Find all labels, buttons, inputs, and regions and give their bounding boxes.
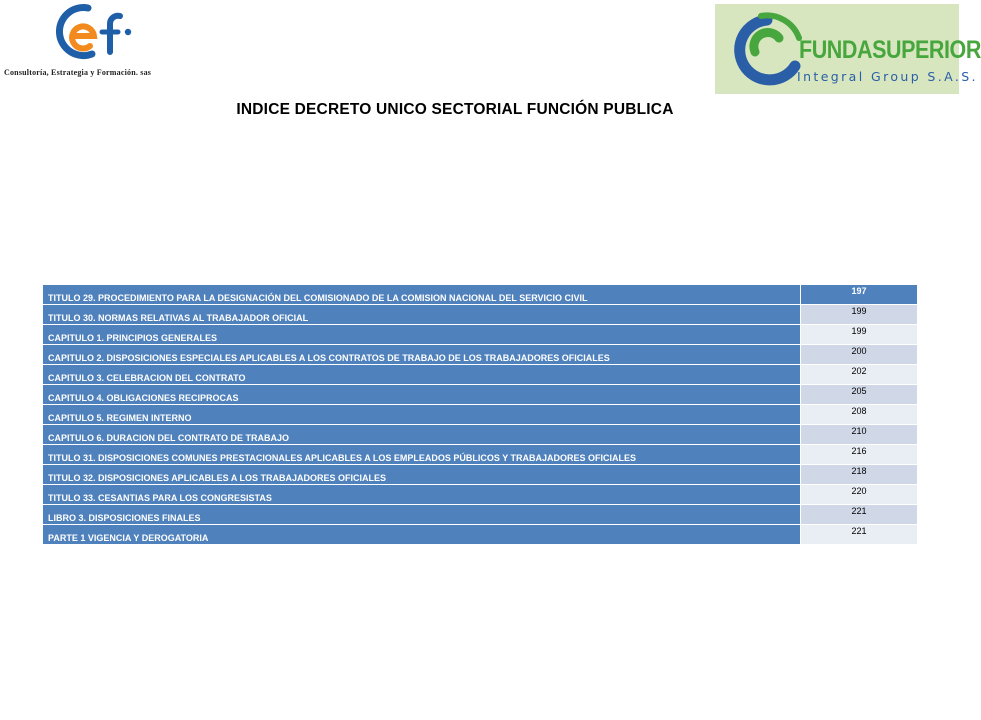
index-row-label: CAPITULO 3. CELEBRACION DEL CONTRATO [43,365,801,385]
index-row-label: CAPITULO 4. OBLIGACIONES RECIPROCAS [43,385,801,405]
index-row-page: 221 [801,525,918,545]
index-row-page: 200 [801,345,918,365]
index-row-label: TITULO 32. DISPOSICIONES APLICABLES A LOS TRABAJADORES OFICIALES [43,465,801,485]
index-row-page: 199 [801,305,918,325]
index-row [43,525,918,545]
index-row [43,485,918,505]
index-row-label: CAPITULO 2. DISPOSICIONES ESPECIALES APLICABLES A LOS CONTRATOS DE TRABAJO DE LOS TRABAJADORES OFICIALES [43,345,801,365]
index-row-page: 208 [801,405,918,425]
index-row [43,385,918,405]
index-row-label: CAPITULO 6. DURACION DEL CONTRATO DE TRABAJO [43,425,801,445]
page-title [0,101,910,119]
fundasuperior-subtitle: Integral Group S.A.S. [797,69,978,84]
index-row-page: 205 [801,385,918,405]
index-row-page: 218 [801,465,918,485]
cef-logo-caption: Consultoría, Estrategia y Formación. sas [4,68,152,77]
index-row [43,285,918,305]
index-row [43,305,918,325]
index-row-label: CAPITULO 1. PRINCIPIOS GENERALES [43,325,801,345]
index-table-body [43,285,918,545]
index-row-page: 216 [801,445,918,465]
page-title-text: INDICE DECRETO UNICO SECTORIAL FUNCIÓN PUBLICA [236,101,674,118]
cef-logo [0,2,180,82]
index-row [43,465,918,485]
index-row [43,505,918,525]
index-row-page: 199 [801,325,918,345]
index-row-page: 202 [801,365,918,385]
index-row-label: TITULO 33. CESANTIAS PARA LOS CONGRESISTAS [43,485,801,505]
index-row-label: PARTE 1 VIGENCIA Y DEROGATORIA [43,525,801,545]
fundasuperior-name: FUNDASUPERIOR [799,36,981,64]
index-row-page: 210 [801,425,918,445]
index-row-page: 197 [801,285,918,305]
index-row-label: TITULO 31. DISPOSICIONES COMUNES PRESTACIONALES APLICABLES A LOS EMPLEADOS PÚBLICOS Y TRABAJADORES OFICIALES [43,445,801,465]
index-row-label: TITULO 30. NORMAS RELATIVAS AL TRABAJADOR OFICIAL [43,305,801,325]
index-row [43,405,918,425]
index-row-label: TITULO 29. PROCEDIMIENTO PARA LA DESIGNACIÓN DEL COMISIONADO DE LA COMISION NACIONAL DEL SERVICIO CIVIL [43,285,801,305]
index-row-page: 221 [801,505,918,525]
cef-logo-mark-icon [48,2,138,62]
index-row [43,445,918,465]
fundasuperior-logo [715,4,981,94]
index-row [43,345,918,365]
index-row [43,365,918,385]
index-row-label: CAPITULO 5. REGIMEN INTERNO [43,405,801,425]
index-row-page: 220 [801,485,918,505]
index-table [42,284,918,545]
index-row [43,325,918,345]
index-row [43,425,918,445]
index-row-label: LIBRO 3. DISPOSICIONES FINALES [43,505,801,525]
